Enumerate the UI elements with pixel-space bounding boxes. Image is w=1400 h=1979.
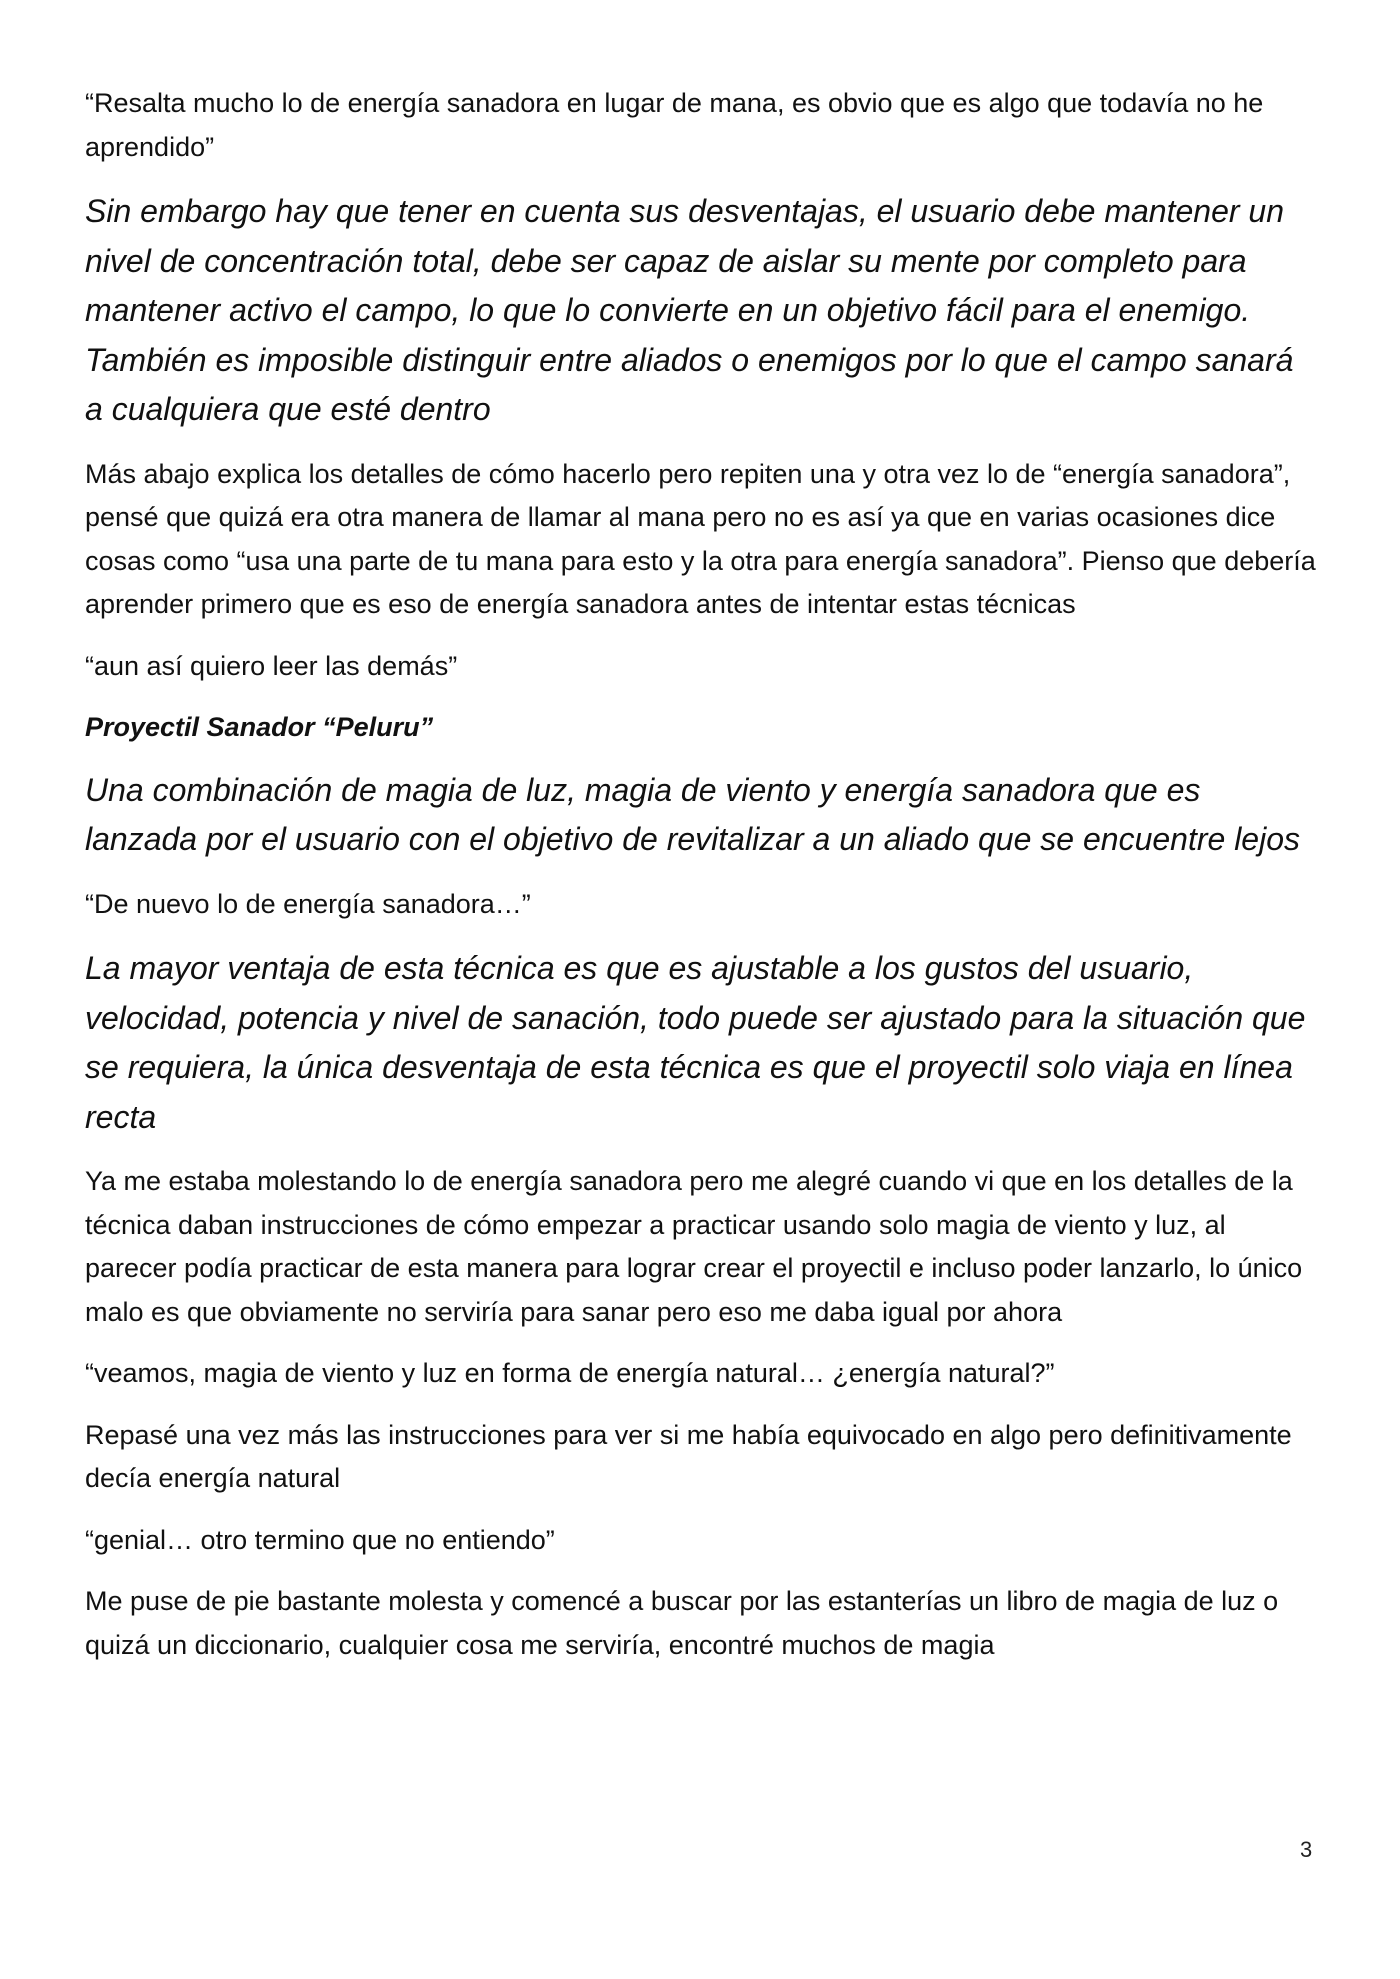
book-excerpt-paragraph: Sin embargo hay que tener en cuenta sus desventajas, el usuario debe mantener un nivel de concentración total, debe ser capaz de aislar su mente por completo para mantener activo el campo, lo que lo convierte en un objetivo fácil para el enemigo. También es imposible distinguir entre aliados o enemigos por lo que el campo sanará a cualquiera que esté dentro bbox=[85, 193, 1294, 427]
dialogue-paragraph: “genial… otro termino que no entiendo” bbox=[85, 1524, 555, 1555]
page-body bbox=[85, 82, 1317, 1685]
page-number: 3 bbox=[1300, 1837, 1313, 1862]
narrative-paragraph: Más abajo explica los detalles de cómo hacerlo pero repiten una y otra vez lo de “energía sanadora”, pensé que quizá era otra manera de llamar al mana pero no es así ya que en varias ocasiones dice cosas como “usa una parte de tu mana para esto y la otra para energía sanadora”. Pienso que debería aprender primero que es eso de energía sanadora antes de intentar estas técnicas bbox=[85, 458, 1316, 619]
narrative-paragraph: Me puse de pie bastante molesta y comencé a buscar por las estanterías un libro de magia de luz o quizá un diccionario, cualquier cosa me serviría, encontré muchos de magia bbox=[85, 1586, 1279, 1660]
dialogue-paragraph: “De nuevo lo de energía sanadora…” bbox=[85, 888, 531, 919]
narrative-paragraph: Ya me estaba molestando lo de energía sanadora pero me alegré cuando vi que en los detalles de la técnica daban instrucciones de cómo empezar a practicar usando solo magia de viento y luz, al parecer podía practicar de esta manera para lograr crear el proyectil e incluso poder lanzarlo, lo único malo es que obviamente no serviría para sanar pero eso me daba igual por ahora bbox=[85, 1166, 1303, 1327]
technique-heading: Proyectil Sanador “Peluru” bbox=[85, 712, 434, 742]
dialogue-paragraph: “aun así quiero leer las demás” bbox=[85, 650, 458, 681]
narrative-paragraph: Repasé una vez más las instrucciones para ver si me había equivocado en algo pero definitivamente decía energía natural bbox=[85, 1419, 1292, 1493]
dialogue-paragraph: “Resalta mucho lo de energía sanadora en lugar de mana, es obvio que es algo que todavía no he aprendido” bbox=[85, 88, 1264, 162]
book-excerpt-paragraph: La mayor ventaja de esta técnica es que es ajustable a los gustos del usuario, velocidad, potencia y nivel de sanación, todo puede ser ajustado para la situación que se requiera, la única desventaja de esta técnica es que el proyectil solo viaja en línea recta bbox=[85, 950, 1306, 1135]
dialogue-paragraph: “veamos, magia de viento y luz en forma de energía natural… ¿energía natural?” bbox=[85, 1358, 1055, 1388]
book-excerpt-paragraph: Una combinación de magia de luz, magia de viento y energía sanadora que es lanzada por el usuario con el objetivo de revitalizar a un aliado que se encuentre lejos bbox=[85, 771, 1300, 857]
